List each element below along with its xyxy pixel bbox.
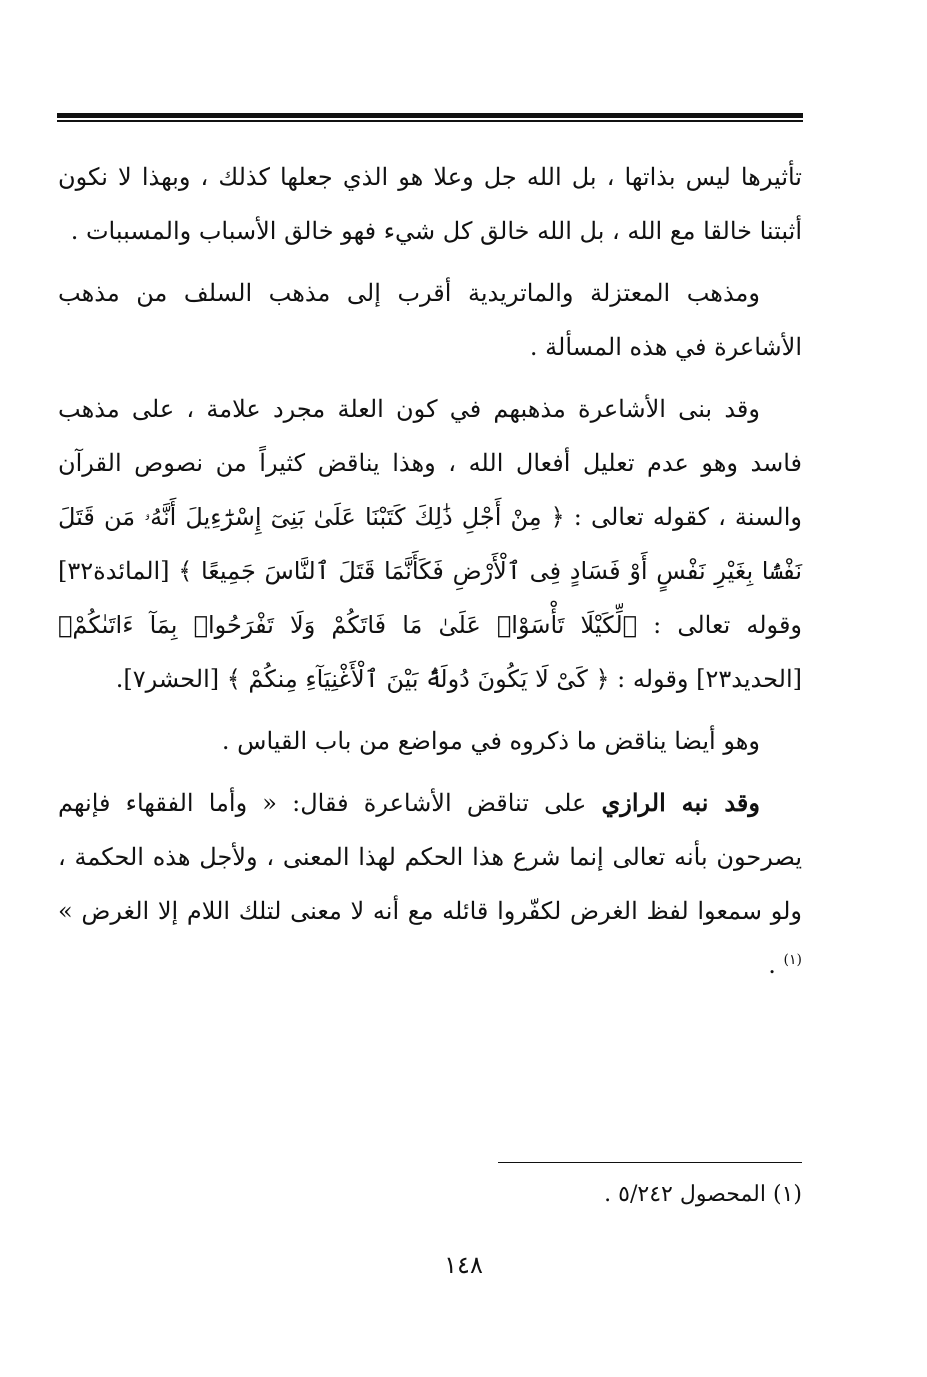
verse-reference-3: [الحشر٧]. <box>115 665 227 693</box>
paragraph-5-text: على تناقض الأشاعرة فقال: « وأما الفقهاء فإنهم يصرحون بأنه تعالى إنما شرع هذا الحكم لهذا المعنى ، ولأجل هذه الحكمة ، ولو سمعوا لفظ الغرض لكفّروا قائله مع أنه لا معنى لتلك اللام إلا الغرض » <box>58 789 803 925</box>
footnote: (١) المحصول ٥/٢٤٢ . <box>604 1182 802 1207</box>
verse-reference-2: [الحديد٢٣] وقوله : <box>609 665 802 693</box>
quran-verse-2: ﴿لِّكَيْلَا تَأْسَوْا۟ عَلَىٰ مَا فَاتَكُمْ وَلَا تَفْرَحُوا۟ بِمَآ ءَاتَىٰكُمْ﴾ <box>58 611 638 639</box>
paragraph-5-end: . <box>768 951 784 979</box>
paragraph-1-text: تأثيرها ليس بذاتها ، بل الله جل وعلا هو الذي جعلها كذلك ، وبهذا لا نكون أثبتنا خالقا مع الله ، بل الله خالق كل شيء فهو خالق الأسباب والمسببات . <box>58 163 802 245</box>
paragraph-2-text: ومذهب المعتزلة والماتريدية أقرب إلى مذهب السلف من مذهب الأشاعرة في هذه المسألة . <box>58 279 802 361</box>
footnote-rule <box>498 1162 802 1163</box>
paragraph-3 <box>58 382 802 706</box>
header-rule-thin <box>57 120 803 122</box>
paragraph-4 <box>58 714 802 768</box>
paragraph-2 <box>58 266 802 374</box>
quran-verse-3: ﴿ كَىْ لَا يَكُونَ دُولَةًۢ بَيْنَ ٱلْأَغْنِيَآءِ مِنكُمْ ﴾ <box>226 665 610 693</box>
footnote-marker: (١) <box>783 952 802 968</box>
paragraph-5 <box>58 776 802 992</box>
paragraph-4-text: وهو أيضا يناقض ما ذكروه في مواضع من باب القياس . <box>221 727 760 755</box>
paragraph-3-text: وقد بنى الأشاعرة مذهبهم في كون العلة مجرد علامة ، على مذهب فاسد وهو عدم تعليل أفعال الله ، وهذا يناقض كثيراً من نصوص القرآن والسنة ، كقوله تعالى : <box>58 395 802 531</box>
paragraph-1 <box>58 150 802 258</box>
verse-reference-1: [المائدة٣٢] وقوله تعالى : <box>58 557 803 639</box>
paragraph-5-bold-lead: وقد نبه الرازي <box>601 788 760 817</box>
main-text <box>58 150 802 1000</box>
page-number: ١٤٨ <box>444 1251 483 1279</box>
header-rule-thick <box>57 113 803 118</box>
quran-verse-1: ﴿ مِنْ أَجْلِ ذَٰلِكَ كَتَبْنَا عَلَىٰ بَنِىٓ إِسْرَٰٓءِيلَ أَنَّهُۥ مَن قَتَلَ نَفْسًۢا بِغَيْرِ نَفْسٍ أَوْ فَسَادٍ فِى ٱلْأَرْضِ فَكَأَنَّمَا قَتَلَ ٱلنَّاسَ جَمِيعًا ﴾ <box>58 503 802 585</box>
